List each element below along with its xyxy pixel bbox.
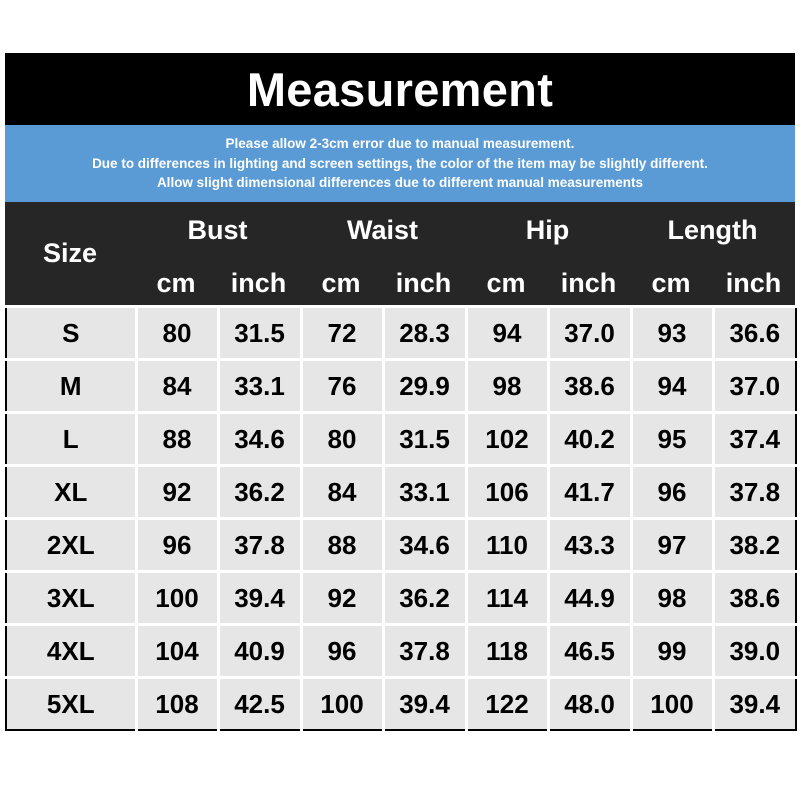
table-row <box>6 413 796 466</box>
table-row <box>6 360 796 413</box>
bust-inch-cell: 39.4 <box>218 572 301 625</box>
length-cm-cell: 99 <box>631 625 713 678</box>
bust-cm-cell: 88 <box>136 413 218 466</box>
length-cm-cell: 94 <box>631 360 713 413</box>
waist-inch-cell: 37.8 <box>383 625 466 678</box>
length-inch-cell: 37.0 <box>713 360 796 413</box>
length-header: Length <box>667 214 758 245</box>
hip-cm-header: cm <box>486 267 526 298</box>
waist-inch-cell: 36.2 <box>383 572 466 625</box>
length-inch-header: inch <box>725 267 782 298</box>
length-cm-header: cm <box>651 267 691 298</box>
waist-cm-cell: 96 <box>301 625 383 678</box>
hip-cm-cell: 118 <box>466 625 548 678</box>
waist-cm-cell: 84 <box>301 466 383 519</box>
waist-cm-cell: 72 <box>301 307 383 360</box>
length-cm-cell: 95 <box>631 413 713 466</box>
length-cm-cell: 98 <box>631 572 713 625</box>
length-cm-cell: 96 <box>631 466 713 519</box>
table-row <box>6 519 796 572</box>
size-cell: M <box>6 360 136 413</box>
bust-inch-cell: 34.6 <box>218 413 301 466</box>
hip-inch-header: inch <box>560 267 617 298</box>
size-cell: XL <box>6 466 136 519</box>
hip-inch-cell: 41.7 <box>548 466 631 519</box>
hip-cm-cell: 122 <box>466 678 548 731</box>
notice-line-1: Please allow 2-3cm error due to manual measurement. <box>225 136 575 152</box>
table-row <box>6 625 796 678</box>
bust-header: Bust <box>187 214 248 245</box>
waist-inch-cell: 39.4 <box>383 678 466 731</box>
hip-cm-cell: 106 <box>466 466 548 519</box>
size-column-header: Size <box>42 238 98 268</box>
length-cm-cell: 97 <box>631 519 713 572</box>
bust-inch-cell: 40.9 <box>218 625 301 678</box>
bust-inch-cell: 36.2 <box>218 466 301 519</box>
length-inch-cell: 39.4 <box>713 678 796 731</box>
waist-inch-cell: 34.6 <box>383 519 466 572</box>
bust-cm-cell: 92 <box>136 466 218 519</box>
hip-inch-cell: 40.2 <box>548 413 631 466</box>
bust-cm-cell: 108 <box>136 678 218 731</box>
waist-cm-header: cm <box>321 267 361 298</box>
table-header <box>5 202 795 305</box>
size-cell: 3XL <box>6 572 136 625</box>
bust-inch-cell: 33.1 <box>218 360 301 413</box>
size-cell: L <box>6 413 136 466</box>
bust-inch-header: inch <box>230 267 287 298</box>
size-chart <box>5 53 795 731</box>
length-inch-cell: 37.8 <box>713 466 796 519</box>
hip-inch-cell: 46.5 <box>548 625 631 678</box>
hip-inch-cell: 38.6 <box>548 360 631 413</box>
waist-cm-cell: 88 <box>301 519 383 572</box>
bust-inch-cell: 37.8 <box>218 519 301 572</box>
waist-inch-cell: 31.5 <box>383 413 466 466</box>
length-cm-cell: 93 <box>631 307 713 360</box>
length-inch-cell: 39.0 <box>713 625 796 678</box>
size-cell: S <box>6 307 136 360</box>
size-cell: 2XL <box>6 519 136 572</box>
bust-inch-cell: 31.5 <box>218 307 301 360</box>
waist-inch-cell: 33.1 <box>383 466 466 519</box>
length-inch-cell: 38.6 <box>713 572 796 625</box>
hip-header: Hip <box>525 214 570 245</box>
table-row <box>6 572 796 625</box>
bust-cm-cell: 104 <box>136 625 218 678</box>
table-row <box>6 678 796 731</box>
hip-cm-cell: 110 <box>466 519 548 572</box>
hip-inch-cell: 44.9 <box>548 572 631 625</box>
length-inch-cell: 38.2 <box>713 519 796 572</box>
hip-cm-cell: 114 <box>466 572 548 625</box>
hip-cm-cell: 98 <box>466 360 548 413</box>
notice-line-2: Due to differences in lighting and screen settings, the color of the item may be slightly different. <box>92 155 708 171</box>
hip-inch-cell: 43.3 <box>548 519 631 572</box>
notice-line-3: Allow slight dimensional differences due to different manual measurements <box>156 175 644 191</box>
bust-cm-cell: 84 <box>136 360 218 413</box>
size-cell: 4XL <box>6 625 136 678</box>
bust-inch-cell: 42.5 <box>218 678 301 731</box>
hip-inch-cell: 37.0 <box>548 307 631 360</box>
table-row <box>6 307 796 360</box>
hip-inch-cell: 48.0 <box>548 678 631 731</box>
hip-cm-cell: 94 <box>466 307 548 360</box>
waist-inch-cell: 28.3 <box>383 307 466 360</box>
length-inch-cell: 36.6 <box>713 307 796 360</box>
bust-cm-cell: 100 <box>136 572 218 625</box>
notice-banner <box>5 125 795 202</box>
size-cell: 5XL <box>6 678 136 731</box>
length-inch-cell: 37.4 <box>713 413 796 466</box>
table-row <box>6 466 796 519</box>
waist-inch-cell: 29.9 <box>383 360 466 413</box>
waist-cm-cell: 92 <box>301 572 383 625</box>
length-cm-cell: 100 <box>631 678 713 731</box>
hip-cm-cell: 102 <box>466 413 548 466</box>
waist-cm-cell: 76 <box>301 360 383 413</box>
bust-cm-cell: 80 <box>136 307 218 360</box>
measurement-table <box>5 305 797 731</box>
waist-inch-header: inch <box>395 267 452 298</box>
bust-cm-cell: 96 <box>136 519 218 572</box>
waist-cm-cell: 80 <box>301 413 383 466</box>
chart-title: Measurement <box>5 53 795 125</box>
bust-cm-header: cm <box>156 267 196 298</box>
waist-cm-cell: 100 <box>301 678 383 731</box>
waist-header: Waist <box>346 214 418 245</box>
